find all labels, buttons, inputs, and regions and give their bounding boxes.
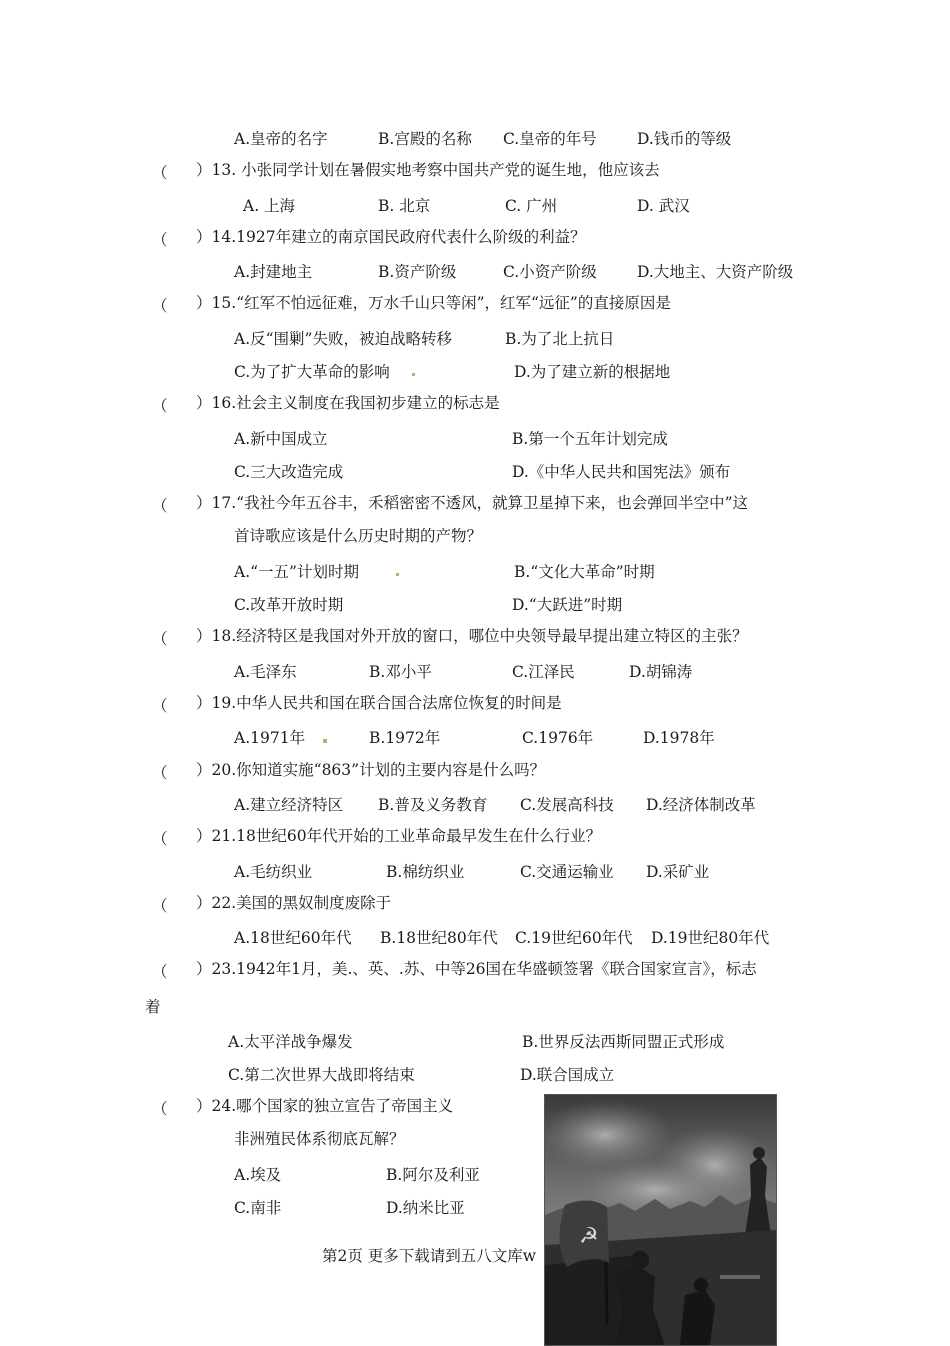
q17-option-a: A.“一五”计划时期 bbox=[234, 563, 359, 581]
q24-option-b: B.阿尔及利亚 bbox=[386, 1166, 480, 1184]
answer-paren[interactable]: （ bbox=[152, 497, 168, 515]
q16-option-c: C.三大改造完成 bbox=[234, 463, 344, 481]
answer-paren[interactable]: （ bbox=[152, 830, 168, 848]
answer-paren[interactable]: （ bbox=[152, 630, 168, 648]
question-22-stem: ）22.美国的黑奴制度废除于 bbox=[196, 894, 392, 912]
question-18-stem: ）18.经济特区是我国对外开放的窗口，哪位中央领导最早提出建立特区的主张？ bbox=[196, 627, 748, 645]
page-footer: 第2页 更多下载请到五八文库w bbox=[322, 1247, 537, 1265]
q12-option-c: C.皇帝的年号 bbox=[503, 130, 597, 148]
stray-dot bbox=[412, 373, 415, 376]
flag-photo-icon bbox=[545, 1095, 776, 1345]
q20-option-d: D.经济体制改革 bbox=[646, 796, 756, 814]
question-24-stem-cont: 非洲殖民体系彻底瓦解？ bbox=[234, 1130, 405, 1148]
historical-photo bbox=[544, 1094, 777, 1346]
q19-option-c: C.1976年 bbox=[522, 729, 594, 747]
q21-option-a: A.毛纺织业 bbox=[234, 863, 313, 881]
answer-paren[interactable]: （ bbox=[152, 764, 168, 782]
q13-option-d: D. 武汉 bbox=[637, 197, 690, 215]
question-23-stem: ）23.1942年1月，美.、英、.苏、中等26国在华盛顿签署《联合国家宣言》，标志 bbox=[196, 960, 757, 978]
question-21-stem: ）21.18世纪60年代开始的工业革命最早发生在什么行业？ bbox=[196, 827, 602, 845]
answer-paren[interactable]: （ bbox=[152, 697, 168, 715]
q20-option-b: B.普及义务教育 bbox=[378, 796, 488, 814]
question-23-stem-cont: 着 bbox=[145, 998, 161, 1016]
answer-paren[interactable]: （ bbox=[152, 231, 168, 249]
question-14-stem: ）14.1927年建立的南京国民政府代表什么阶级的利益？ bbox=[196, 228, 586, 246]
q24-option-d: D.纳米比亚 bbox=[386, 1199, 465, 1217]
q20-option-a: A.建立经济特区 bbox=[234, 796, 344, 814]
q13-option-c: C. 广州 bbox=[505, 197, 558, 215]
question-16-stem: ）16.社会主义制度在我国初步建立的标志是 bbox=[196, 394, 500, 412]
q14-option-d: D.大地主、大资产阶级 bbox=[637, 263, 794, 281]
question-19-stem: ）19.中华人民共和国在联合国合法席位恢复的时间是 bbox=[196, 694, 562, 712]
q22-option-a: A.18世纪60年代 bbox=[234, 929, 352, 947]
q12-option-a: A.皇帝的名字 bbox=[234, 130, 328, 148]
q16-option-d: D.《中华人民共和国宪法》颁布 bbox=[512, 463, 731, 481]
stray-dot bbox=[323, 739, 327, 743]
question-24-stem: ）24.哪个国家的独立宣告了帝国主义 bbox=[196, 1097, 454, 1115]
q23-option-a: A.太平洋战争爆发 bbox=[228, 1033, 353, 1051]
q17-option-c: C.改革开放时期 bbox=[234, 596, 344, 614]
q21-option-b: B.棉纺织业 bbox=[386, 863, 465, 881]
q18-option-d: D.胡锦涛 bbox=[629, 663, 693, 681]
q19-option-d: D.1978年 bbox=[643, 729, 715, 747]
q24-option-a: A.埃及 bbox=[234, 1166, 282, 1184]
q14-option-c: C.小资产阶级 bbox=[503, 263, 597, 281]
q17-option-b: B.“文化大革命”时期 bbox=[514, 563, 655, 581]
q18-option-b: B.邓小平 bbox=[369, 663, 432, 681]
q13-option-b: B. 北京 bbox=[378, 197, 431, 215]
q16-option-b: B.第一个五年计划完成 bbox=[512, 430, 668, 448]
answer-paren[interactable]: （ bbox=[152, 1100, 168, 1118]
q18-option-c: C.江泽民 bbox=[512, 663, 575, 681]
q14-option-b: B.资产阶级 bbox=[378, 263, 457, 281]
q22-option-c: C.19世纪60年代 bbox=[515, 929, 633, 947]
q23-option-b: B.世界反法西斯同盟正式形成 bbox=[522, 1033, 725, 1051]
q24-option-c: C.南非 bbox=[234, 1199, 282, 1217]
q20-option-c: C.发展高科技 bbox=[520, 796, 614, 814]
q19-option-b: B.1972年 bbox=[369, 729, 441, 747]
answer-paren[interactable]: （ bbox=[152, 963, 168, 981]
q12-option-d: D.钱币的等级 bbox=[637, 130, 732, 148]
question-20-stem: ）20.你知道实施“863”计划的主要内容是什么吗？ bbox=[196, 761, 546, 779]
question-15-stem: ）15.“红军不怕远征难，万水千山只等闲”，红军“远征”的直接原因是 bbox=[196, 294, 671, 312]
q15-option-c: C.为了扩大革命的影响 bbox=[234, 363, 390, 381]
q15-option-a: A.反“围剿”失败，被迫战略转移 bbox=[234, 330, 452, 348]
question-17-stem: ）17.“我社今年五谷丰，禾稻密密不透风，就算卫星掉下来，也会弹回半空中”这 bbox=[196, 494, 749, 512]
svg-text:☭: ☭ bbox=[579, 1224, 599, 1249]
q18-option-a: A.毛泽东 bbox=[234, 663, 297, 681]
answer-paren[interactable]: （ bbox=[152, 397, 168, 415]
q16-option-a: A.新中国成立 bbox=[234, 430, 328, 448]
answer-paren[interactable]: （ bbox=[152, 164, 168, 182]
stray-dot bbox=[396, 573, 399, 576]
q21-option-c: C.交通运输业 bbox=[520, 863, 614, 881]
q14-option-a: A.封建地主 bbox=[234, 263, 313, 281]
answer-paren[interactable]: （ bbox=[152, 897, 168, 915]
q15-option-d: D.为了建立新的根据地 bbox=[514, 363, 671, 381]
q23-option-d: D.联合国成立 bbox=[520, 1066, 615, 1084]
answer-paren[interactable]: （ bbox=[152, 297, 168, 315]
q17-option-d: D.“大跃进”时期 bbox=[512, 596, 623, 614]
q15-option-b: B.为了北上抗日 bbox=[505, 330, 615, 348]
question-13-stem: ）13. 小张同学计划在暑假实地考察中国共产党的诞生地，他应该去 bbox=[196, 161, 660, 179]
q21-option-d: D.采矿业 bbox=[646, 863, 710, 881]
q22-option-b: B.18世纪80年代 bbox=[380, 929, 498, 947]
q23-option-c: C.第二次世界大战即将结束 bbox=[228, 1066, 415, 1084]
q12-option-b: B.宫殿的名称 bbox=[378, 130, 472, 148]
q19-option-a: A.1971年 bbox=[234, 729, 306, 747]
q22-option-d: D.19世纪80年代 bbox=[651, 929, 770, 947]
q13-option-a: A. 上海 bbox=[243, 197, 296, 215]
question-17-stem-cont: 首诗歌应该是什么历史时期的产物？ bbox=[234, 527, 483, 545]
